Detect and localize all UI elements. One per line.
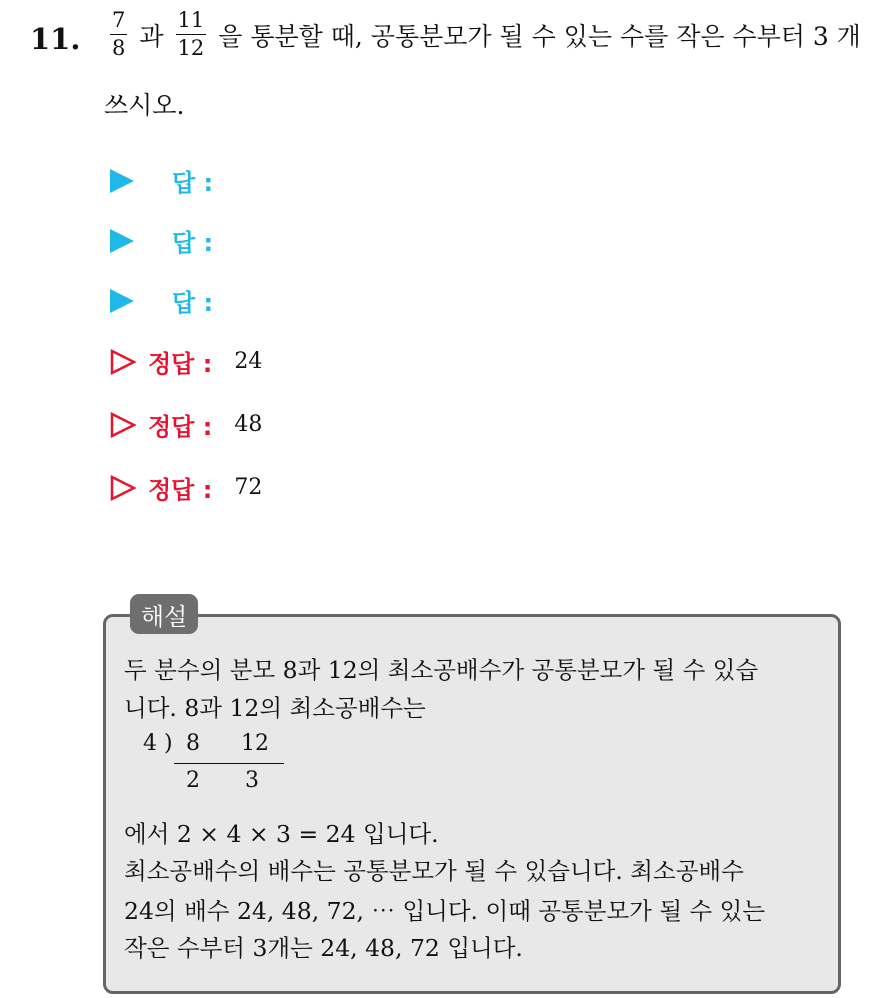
answer-row[interactable] xyxy=(110,283,213,318)
solution-value: 24 xyxy=(234,349,263,374)
answer-row[interactable] xyxy=(110,163,213,198)
division-dividend: 12 xyxy=(241,731,269,756)
solution-value: 48 xyxy=(234,412,263,437)
question-line-2: 쓰시오. xyxy=(104,91,185,120)
division-line xyxy=(174,763,284,764)
solution-row xyxy=(110,470,262,505)
explanation-tag: 해설 xyxy=(130,594,198,634)
solution-row xyxy=(110,407,262,442)
explanation-line: 최소공배수의 배수는 공통분모가 될 수 있습니다. 최소공배수 xyxy=(124,857,744,885)
fraction-7-8 xyxy=(110,10,127,59)
question-line-1 xyxy=(104,10,867,59)
fraction-denominator: 12 xyxy=(177,36,205,60)
answer-label: 답 : xyxy=(172,169,214,197)
division-divisor: 4 ) xyxy=(143,731,173,756)
fraction-numerator: 11 xyxy=(177,8,205,32)
question-text: 을 통분할 때, 공통분모가 될 수 있는 수를 작은 수부터 3 개 xyxy=(218,21,861,51)
answer-row[interactable] xyxy=(110,223,213,258)
fraction-numerator: 7 xyxy=(112,8,126,32)
fraction-11-12 xyxy=(176,10,207,59)
solution-value: 72 xyxy=(234,475,263,500)
explanation-line: 에서 2 × 4 × 3 = 24 입니다. xyxy=(124,820,439,848)
division-quotient: 2 xyxy=(186,768,200,793)
outline-triangle-icon xyxy=(110,475,136,501)
solution-label: 정답 : xyxy=(148,350,213,378)
play-triangle-icon xyxy=(110,289,134,313)
explanation-line: 24의 배수 24, 48, 72, ⋯ 입니다. 이때 공통분모가 될 수 있는 xyxy=(124,897,766,925)
solution-row xyxy=(110,344,262,379)
explanation-line: 작은 수부터 3개는 24, 48, 72 입니다. xyxy=(124,934,523,962)
solution-label: 정답 : xyxy=(148,413,213,441)
conjunction: 과 xyxy=(139,21,164,51)
question-number: 11. xyxy=(30,22,81,56)
play-triangle-icon xyxy=(110,169,134,193)
outline-triangle-icon xyxy=(110,349,136,375)
division-quotient: 3 xyxy=(245,768,259,793)
play-triangle-icon xyxy=(110,229,134,253)
answer-label: 답 : xyxy=(172,229,214,257)
solution-label: 정답 : xyxy=(148,476,213,504)
division-dividend: 8 xyxy=(186,731,200,756)
fraction-denominator: 8 xyxy=(112,36,126,60)
explanation-line: 니다. 8과 12의 최소공배수는 xyxy=(124,694,426,722)
outline-triangle-icon xyxy=(110,412,136,438)
explanation-line: 두 분수의 분모 8과 12의 최소공배수가 공통분모가 될 수 있습 xyxy=(124,656,759,684)
answer-label: 답 : xyxy=(172,289,214,317)
